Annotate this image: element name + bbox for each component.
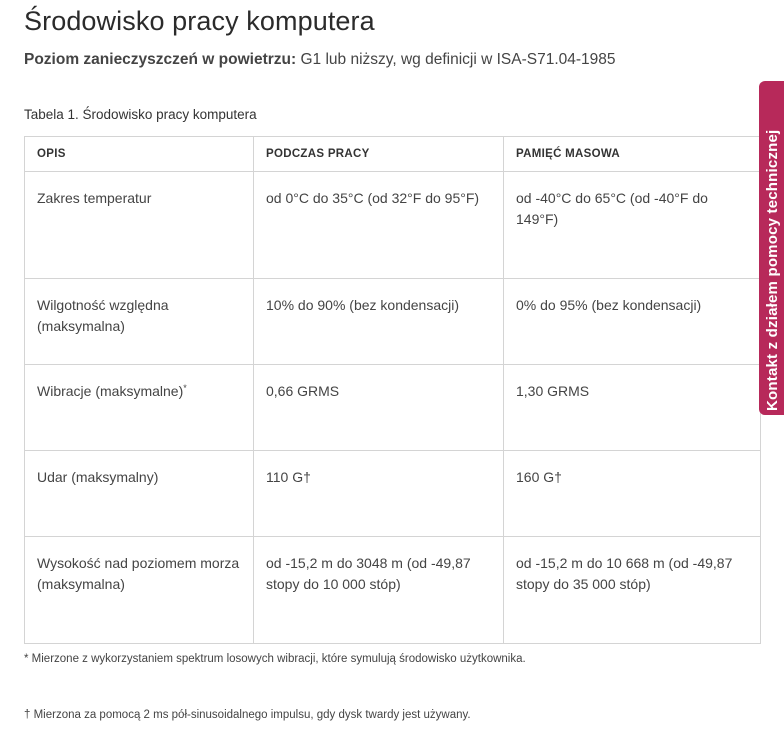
row-label bbox=[25, 537, 254, 644]
table-row bbox=[25, 451, 761, 537]
row-label bbox=[25, 279, 254, 365]
contact-support-tab[interactable] bbox=[759, 81, 784, 415]
table-row bbox=[25, 537, 761, 644]
table-row bbox=[25, 172, 761, 279]
storage-value: 1,30 GRMS bbox=[504, 365, 761, 451]
row-label bbox=[25, 451, 254, 537]
environment-table bbox=[24, 136, 761, 644]
footnote-marker: * bbox=[183, 383, 187, 393]
subtitle-label: Poziom zanieczyszczeń w powietrzu: bbox=[24, 51, 297, 68]
footnote-shock: † Mierzona za pomocą 2 ms pół-sinusoidalnego impulsu, gdy dysk twardy jest używany. bbox=[24, 709, 471, 721]
operating-value: 110 G† bbox=[254, 451, 504, 537]
subtitle-value: G1 lub niższy, wg definicji w ISA-S71.04-1985 bbox=[300, 51, 616, 68]
operating-value: od 0°C do 35°C (od 32°F do 95°F) bbox=[254, 172, 504, 279]
operating-value: od -15,2 m do 3048 m (od -49,87 stopy do 10 000 stóp) bbox=[254, 537, 504, 644]
operating-value: 0,66 GRMS bbox=[254, 365, 504, 451]
airborne-contaminant-level bbox=[24, 51, 616, 69]
storage-value: od -40°C do 65°C (od -40°F do 149°F) bbox=[504, 172, 761, 279]
footnote-vibration: * Mierzone z wykorzystaniem spektrum losowych wibracji, które symulują środowisko użytkownika. bbox=[24, 653, 526, 665]
table-header-row bbox=[25, 137, 761, 172]
row-label bbox=[25, 365, 254, 451]
row-label-text: Udar (maksymalny) bbox=[37, 469, 159, 485]
contact-support-label: Kontakt z działem pomocy technicznej bbox=[764, 129, 781, 411]
row-label bbox=[25, 172, 254, 279]
header-operating: PODCZAS PRACY bbox=[254, 137, 504, 172]
storage-value: od -15,2 m do 10 668 m (od -49,87 stopy do 35 000 stóp) bbox=[504, 537, 761, 644]
storage-value: 0% do 95% (bez kondensacji) bbox=[504, 279, 761, 365]
storage-value: 160 G† bbox=[504, 451, 761, 537]
header-description: OPIS bbox=[25, 137, 254, 172]
header-storage: PAMIĘĆ MASOWA bbox=[504, 137, 761, 172]
row-label-text: Wilgotność względna (maksymalna) bbox=[37, 297, 169, 334]
table-row bbox=[25, 365, 761, 451]
row-label-text: Wysokość nad poziomem morza (maksymalna) bbox=[37, 555, 240, 592]
row-label-text: Zakres temperatur bbox=[37, 190, 152, 206]
page-title: Środowisko pracy komputera bbox=[24, 6, 375, 36]
row-label-text: Wibracje (maksymalne) bbox=[37, 383, 184, 399]
table-caption: Tabela 1. Środowisko pracy komputera bbox=[24, 107, 257, 122]
operating-value: 10% do 90% (bez kondensacji) bbox=[254, 279, 504, 365]
table-row bbox=[25, 279, 761, 365]
